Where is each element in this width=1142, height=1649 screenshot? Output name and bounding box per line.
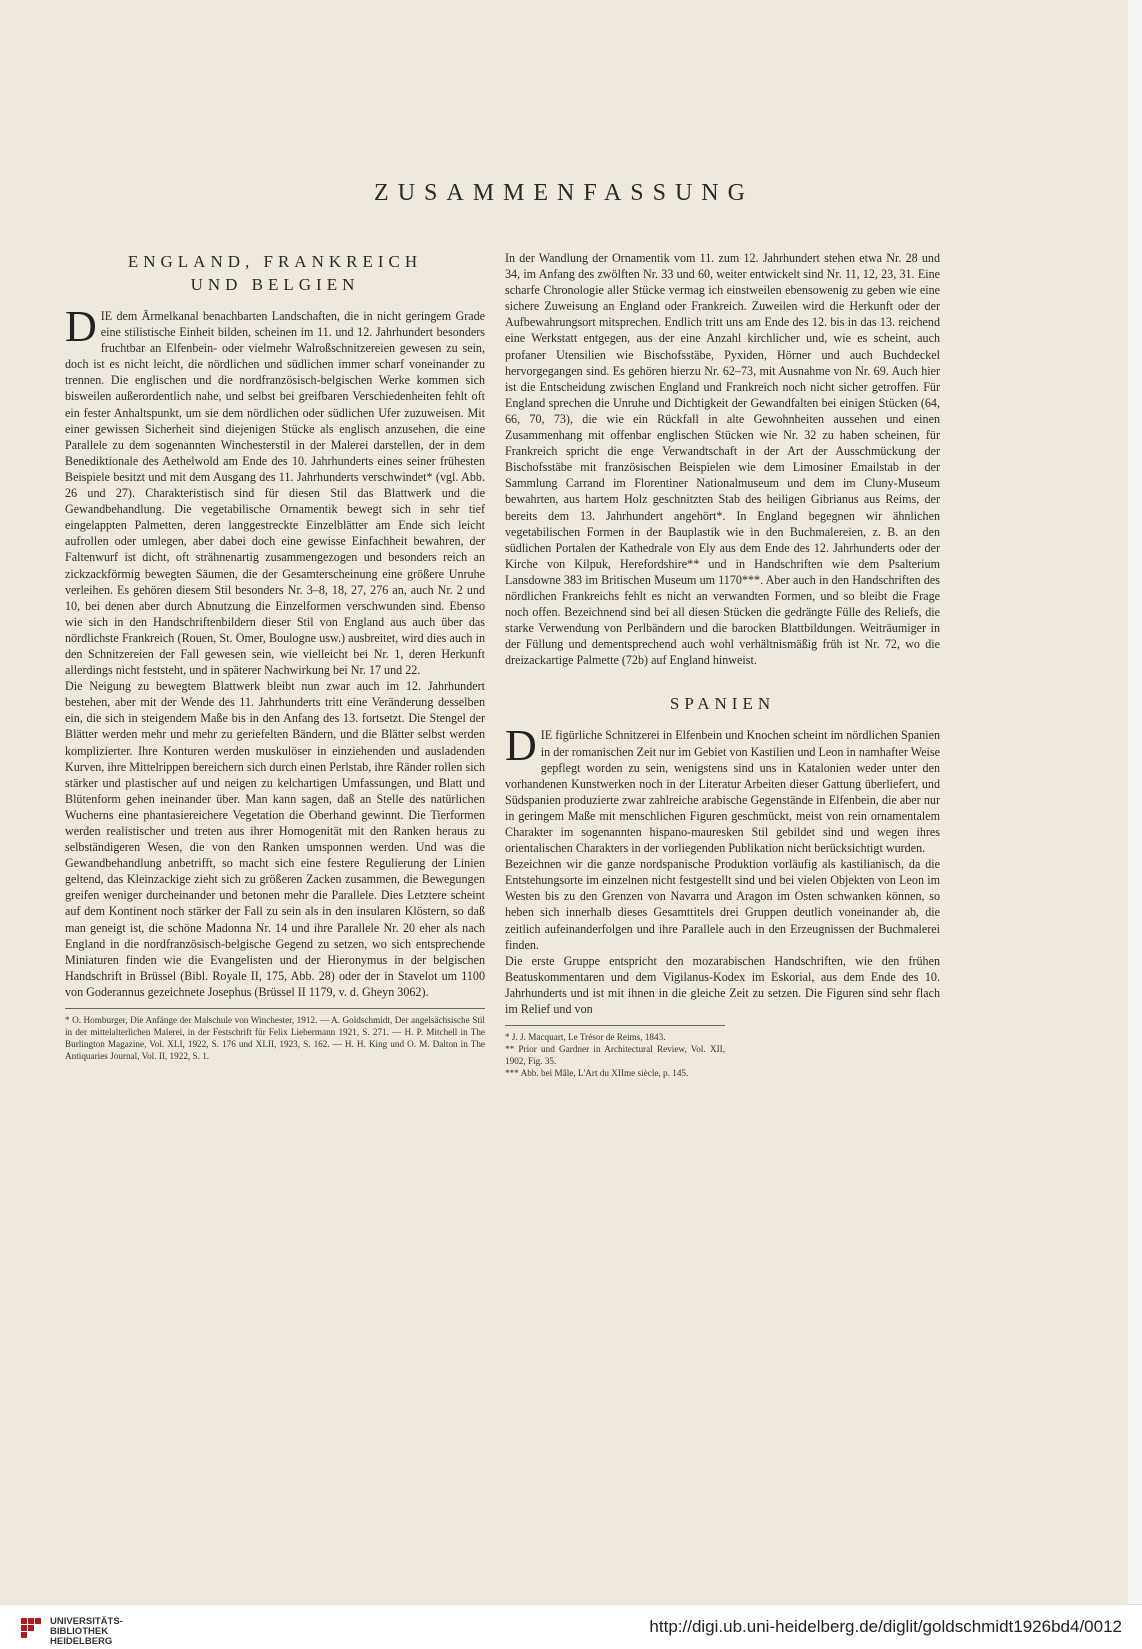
section-title-line1: ENGLAND, FRANKREICH <box>127 252 423 271</box>
footnotes-left <box>65 1008 485 1062</box>
library-name-line: HEIDELBERG <box>50 1636 113 1647</box>
source-url-link[interactable]: http://digi.ub.uni-heidelberg.de/diglit/goldschmidt1926bd4/0012 <box>649 1617 1122 1636</box>
section-title-england <box>65 250 485 296</box>
right-column <box>505 250 940 1079</box>
paragraph-text: IE dem Ärmelkanal benachbarten Landschaften, die in nicht geringem Grade eine stilistische Einheit bilden, scheinen im 11. und 12. Jahrhundert besonders fruchtbar an Elfenbein- oder vielmehr Walroßschnitzereien gewesen zu sein, doch ist es nicht leicht, die nördlichen und südlichen immer scharf voneinander zu trennen. Die englischen und die nordfranzösisch-belgischen Werke kommen sich bisweilen außerordentlich nahe, und selbst bei greifbaren Verschiedenheiten fehlt oft ein fester Anhaltspunkt, um sie dem nördlichen oder südlichen Ufer zuzuweisen. Mit einer gewissen Sicherheit sind diejenigen Stücke als englisch anzusehen, die eine Parallele zu dem sogenannten Winchesterstil in der Malerei darstellen, der in dem Benediktionale des Aethelwold am Ende des 10. Jahrhunderts eines seiner frühesten Beispiele besitzt und mit dem Ausgang des 11. Jahrhunderts verschwindet* (vgl. Abb. 26 und 27). Charakteristisch sind für diesen Stil das Blattwerk und die Gewandbehandlung. Die vegetabilische Ornamentik bewegt sich in sehr tief eingelappten Palmetten, deren langgestreckte Einzelblätter am Ende sich leicht aufrollen oder umlegen, aber dabei doch eine gewisse Einfachheit bewahren, der Faltenwurf ist dicht, oft strähnenartig zusammengezogen und besonders reich an zickzackförmig bewegten Säumen, die der Gesamterscheinung eine größere Unruhe verleihen. Es gehören diesem Stil besonders Nr. 3–8, 18, 27, 276 an, auch Nr. 2 und 10, bei denen aber durch Abnutzung die Einzelformen verschwunden sind. Ebenso wie sich in den Handschriftenbildern dieser Stil von England aus auch über das nördlichste Frankreich (Rouen, St. Omer, Boulogne usw.) ausbreitet, wird dies auch in den Schnitzereien der Fall gewesen sein, wie vielleicht bei Nr. 1, deren Herkunft allerdings nicht feststeht, und in späterer Nachwirkung bei Nr. 17 und 22. <box>65 309 485 678</box>
dropcap: D <box>505 721 537 771</box>
paragraph <box>65 302 485 678</box>
paragraph <box>505 721 940 856</box>
paragraph: In der Wandlung der Ornamentik vom 11. zum 12. Jahrhundert stehen etwa Nr. 28 und 34, im Anfang des zwölften Nr. 33 und 60, weiter entwickelt sind Nr. 11, 12, 23, 31. Eine scharfe Chronologie aller Stücke vermag ich einstweilen ebensowenig zu geben wie eine sichere Zuweisung an England oder Frankreich. Zuweilen wird die Herkunft oder der Aufbewahrungsort mitsprechen. Endlich tritt uns am Ende des 12. bis in das 13. reichend eine Werkstatt entgegen, aus der eine Anzahl kirchlicher und, wie es scheint, auch profaner Utensilien wie Bischofsstäbe, Pyxiden, Hörner und auch Buchdeckel hervorgegangen sind. Es gehören hierzu Nr. 62–73, mit Ausnahme von Nr. 69. Auch hier ist die Entscheidung zwischen England und Frankreich noch nicht sicher getroffen. Für England sprechen die Unruhe und Dichtigkeit der Gewandfalten bei einigen Stücken (64, 66, 70, 73), die wie ein Rückfall in alte Gewohnheiten aussehen und einen Zusammenhang mit offenbar englischen Stücken wie Nr. 32 zu haben scheinen, für Frankreich spricht die enge Verwandtschaft in der Art der Ausschmückung der Bischofsstäbe mit französischen Beispielen wie dem Limosiner Emailstab in der Sammlung Carrand im Florentiner Nationalmuseum und dem im Cluny-Museum bewahrten, aus hartem Holz geschnitzten Stab des heiligen Gibrianus aus Reims, der bereits dem 13. Jahrhundert angehört*. In England begegnen wir ähnlichen vegetabilischen Formen in der Bauplastik wie in den Buchmalereien, z. B. an den südlichen Portalen der Kathedrale von Ely aus dem Ende des 12. Jahrhunderts oder der Kirche von Kilpuk, Herefordshire** und in Handschriften wie dem Psalterium Lansdowne 383 im Britischen Museum um 1170***. Aber auch in den Handschriften des nördlichen Frankreichs fehlt es nicht an verwandten Formen, und so bleibt die Frage noch offen. Bezeichnend sind bei all diesen Stücken die gedrängte Fülle des Reliefs, die starke Verwendung von Perlbändern und die barocken Blattbildungen. Weiträumiger in der Füllung und dementsprechend auch wohl verhältnismäßig früh ist Nr. 72, wo die dreizackartige Palmette (72b) auf England hinweist. <box>505 251 940 668</box>
paragraph: Bezeichnen wir die ganze nordspanische Produktion vorläufig als kastilianisch, da die Entstehungsorte im einzelnen nicht festgestellt sind und bei vielen Objekten von Leon im Westen bis zu den Grenzen von Navarra und Aragon im Osten schwanken können, so heben sich innerhalb dieses Gesamttitels drei Gruppen deutlich voneinander ab, die zeitlich aufeinanderfolgen und ihre Parallele auch in den Erzeugnissen der Buchmalerei finden. <box>505 857 940 952</box>
paragraph-text: IE figürliche Schnitzerei in Elfenbein und Knochen scheint im nördlichen Spanien in der romanischen Zeit nur im Gebiet von Kastilien und Leon in namhafter Weise gepflegt worden zu sein, wenigstens sind uns in Katalonien weder unter den vorhandenen Kunstwerken noch in der Literatur Arbeiten dieser Gattung überliefert, und Südspanien produzierte zwar zahlreiche arabische Gegenstände in Elfenbein, die aber nur in geringem Maße mit menschlichen Figuren geschmückt, meist von rein ornamentalem Charakter im sogenannten hispano-mauresken Stil gebildet sind und wegen ihres orientalischen Charakters in der vorliegenden Publikation nicht berücksichtigt wurden. <box>505 728 940 856</box>
library-name[interactable] <box>50 1617 123 1647</box>
footnote: * O. Homburger, Die Anfänge der Malschule von Winchester, 1912. — A. Goldschmidt, Der angelsächsische Stil in der mittelalterlichen Malerei, in der Festschrift für Felix Liebermann 1921, S. 271. — H. P. Mitchell in The Burlington Magazine, Vol. XLI, 1922, S. 176 und XLII, 1923, S. 162. — H. H. King und O. M. Dalton in The Antiquaries Journal, Vol. II, 1922, S. 1. <box>65 1015 485 1062</box>
dropcap: D <box>65 302 97 351</box>
bottom-bar <box>0 1604 1142 1649</box>
footnote: * J. J. Macquart, Le Trésor de Reims, 1843. <box>505 1032 666 1043</box>
library-name-line: UNIVERSITÄTS- <box>50 1616 123 1627</box>
footnote: ** Prior und Gardner in Architectural Review, Vol. XII, 1902, Fig. 35. <box>505 1044 725 1067</box>
section-title-line2: UND BELGIEN <box>190 275 360 294</box>
page-title: ZUSAMMENFASSUNG <box>374 180 754 206</box>
footnotes-right <box>505 1025 725 1079</box>
library-logo-icon[interactable] <box>18 1615 44 1641</box>
footnote: *** Abb. bei Mâle, L'Art du XIIme siècle, p. 145. <box>505 1068 689 1079</box>
section-title-spanien: SPANIEN <box>669 694 776 714</box>
paragraph: Die Neigung zu bewegtem Blattwerk bleibt nun zwar auch im 12. Jahrhundert bestehen, aber mit der Wende des 11. Jahrhunderts tritt eine Veränderung desselben ein, die sich in steigendem Maße bis in den Anfang des 13. fortsetzt. Die Stengel der Blätter werden mehr und mehr zu geriefelten Bändern, und die Blätter selbst werden komplizierter. Ihre Konturen werden muskulöser in einziehenden und ausladenden Kurven, ihre Mittelrippen bereichern sich durch einen Perlstab, ihre Ränder rollen sich stärker und plastischer auf und neigen zu kelchartigen Umfassungen, und Blatt und Blütenform gehen ineinander über. Man kann sagen, daß an Stelle des natürlichen Wucherns eine phantasiereichere Vegetation die Oberhand gewinnt. Die Tierformen werden realistischer und treten aus ihrer Homogenität mit den Ranken heraus zu selbständigeren Wesen, die von den Ranken umsponnen werden. Und was die Gewandbehandlung anbetrifft, so macht sich eine festere Regulierung der Linien geltend, das Kleinzackige zieht sich zu größeren Zacken zusammen, die Bewegungen greifen weniger durcheinander und betonen mehr die Parallele. Dies Letztere scheint auf dem Kontinent noch stärker der Fall zu sein als in den insularen Klöstern, so daß man geneigt ist, die schöne Madonna Nr. 14 und ihre Parallele Nr. 20 eher als nach England in die nordfranzösisch-belgische Gegend zu setzen, wo sich entsprechende Miniaturen finden wie die Evangelisten und der Hieronymus in der belgischen Handschrift in Brüssel (Bibl. Royale II, 175, Abb. 28) oder der in Stavelot um 1100 von Goderannus gezeichnete Josephus (Brüssel II 1179, v. d. Gheyn 3062). <box>65 679 485 999</box>
scan-edge <box>1128 0 1142 1604</box>
left-column <box>65 250 485 1062</box>
library-name-line: BIBLIOTHEK <box>50 1626 109 1637</box>
paragraph: Die erste Gruppe entspricht den mozarabischen Handschriften, wie den frühen Beatuskommentaren und dem Vigilanus-Kodex im Eskorial, aus dem Ende des 10. Jahrhunderts und ist mit ihnen in die gleiche Zeit zu setzen. Die Figuren sind sehr flach im Relief und von <box>505 953 940 1017</box>
